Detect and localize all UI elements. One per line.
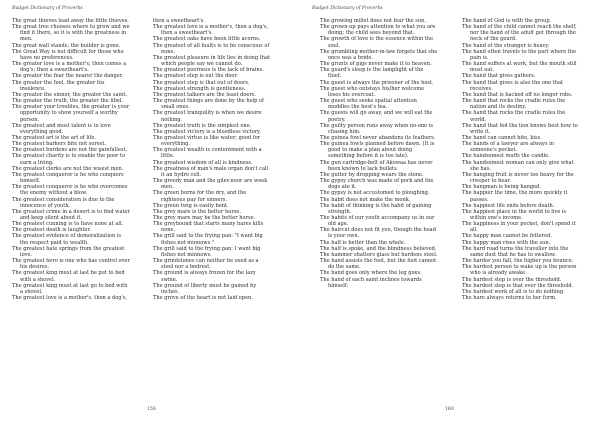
proverb-entry: The hand that gives is also the one that receives.: [462, 79, 564, 92]
proverb-entry: The guest is always the prisoner of the host.: [320, 79, 434, 86]
proverb-entry: The great thieves lead away the little thieves.: [12, 18, 129, 24]
proverb-entry: The greatest things are done by the help of small ones.: [153, 98, 264, 111]
proverb-entry: The greater the truth, the greater the libel.: [12, 98, 123, 105]
proverb-entry: The hand can cannot bite, kiss.: [462, 134, 542, 141]
proverb-entry: The greater the fear the nearer the danger.: [12, 73, 124, 80]
page-number: 158: [147, 407, 156, 412]
proverb-entry: The greatest charity is to enable the poor to earn a living.: [12, 153, 126, 166]
proverb-entry: The guilty person runs away when no-one is chasing him.: [320, 122, 433, 135]
proverb-entry: The greatest king must at last be put to bed with a shovel.: [12, 270, 125, 283]
proverb-entry: The greatest cunning is to have none at all.: [12, 221, 124, 228]
proverb-entry: The greatest love is a mother's, then a dog's, then a sweetheart's.: [153, 24, 269, 37]
proverb-entry: The greatest of all faults is to be conscious of none.: [153, 42, 270, 55]
proverb-entry: The greatness of man's male organ don't call it an hydro cell.: [153, 165, 269, 178]
proverb-entry: The guests will go away, and we will eat the poetry.: [320, 110, 433, 123]
proverb-entry: The hand that gives gathers.: [462, 73, 536, 80]
proverb-entry: The greatest king must at last go to bed with a shovel.: [12, 282, 128, 295]
proverb-entry: The green burns for the dry, and the righteous pay for sinners.: [153, 190, 247, 203]
proverb-entry: The hardest step is that over the threshold.: [462, 282, 574, 289]
proverb-entry: The guinea fowl never abandons its feathers.: [320, 134, 436, 141]
proverb-entry: The happy man cannot be fettered.: [462, 233, 552, 240]
proverb-entry: The hand of the child cannot reach the shelf, nor the hand of the adult get through the neck of the gourd.: [462, 24, 577, 43]
proverb-entry: The grown-up pays attention to what you are doing; the child sees beyond that.: [320, 24, 436, 37]
proverb-entry: The hand that fed the lion knows best how to write it.: [462, 122, 578, 135]
proverb-entry: The hare always returns to her form.: [462, 295, 557, 302]
right-page: [300, 0, 600, 424]
proverb-entry: The greatest virtue is like water; good for everything.: [153, 134, 261, 148]
proverb-entry: The guest who outstays his/her welcome loses his overcoat.: [320, 85, 425, 98]
proverb-entry: The greatest conqueror is he who overcomes the enemy without a blow.: [12, 184, 128, 197]
proverb-entry: The gypsy church was made of pork and the dogs ate it.: [320, 178, 434, 191]
proverb-entry: The greatest barkers bite not sorest.: [12, 141, 107, 148]
proverb-entry: The hardest person to wake up is the person who is already awake.: [462, 264, 577, 277]
proverb-entry: The grill said to the frying pan: "I want big fishes not minnows.": [153, 233, 263, 246]
proverb-entry: The greatest conqueror is he who conquers himself.: [12, 171, 124, 185]
proverb-entry: The habit of thinking is the habit of gaining strength.: [320, 202, 432, 215]
proverb-entry: The grindstones can neither be used as a stool nor a bedrest.: [153, 258, 259, 271]
proverb-entry: The greatest step is out the door.: [153, 73, 238, 80]
proverb-entry: The hand suffers at work, but the mouth still must eat.: [462, 61, 577, 74]
proverb-entry: The hand assists the foot, but the foot cannot do the same.: [320, 258, 437, 271]
proverb-entry: The happiest place in the world to live is within one's income.: [462, 208, 567, 221]
proverb-entry: The greatest wisdom of all is kindness.: [153, 159, 253, 166]
proverb-entry: The grunts of pigs never make it to heaven.: [320, 61, 432, 68]
proverb-entry: The greatest victory is a bloodless victory.: [153, 128, 261, 135]
proverb-entry: The happiest life ends before death.: [462, 202, 555, 209]
running-head: Budget Dictionary of Proverbs: [12, 6, 83, 11]
proverb-entry: The guinea fowls planned before dawn. (It is good to make a plan about doing something before it is too late).: [320, 141, 435, 160]
proverb-entry: The gypsy is not accustomed to ploughing.: [320, 190, 430, 197]
proverb-entry: The great tree chooses where to grow and we find it there, so it is with the greatness in men.: [12, 24, 130, 43]
proverb-entry: The greatest death is laughter.: [12, 227, 91, 234]
proverb-entry: The greater the fool, the greater his insolence.: [12, 79, 105, 92]
proverb-entry: The greatest tranquility is when we desire nothing.: [153, 110, 262, 123]
proverb-entry: The grey mare is the better horse.: [153, 208, 241, 215]
proverb-entry: The ground is always frozen for the lazy swine.: [153, 270, 256, 283]
proverb-entry: The happier the time, the more quickly it passes.: [462, 190, 568, 203]
proverb-entry: The grove of the heart is not laid open.: [153, 295, 253, 302]
proverb-entry: The greatest consideration is due to the innocence of youth.: [12, 196, 115, 209]
proverb-entry: The gutter by dropping wears the stone.: [320, 171, 424, 178]
proverb-entry: The grumbling mother-in-law forgets that she once was a bride.: [320, 48, 438, 61]
proverb-entry: The greatest truth is the simplest one.: [153, 122, 252, 129]
proverb-entry: The hand often travels to the part where the pain is.: [462, 48, 577, 61]
proverb-entry: The growth of love is the essence within the soul.: [320, 36, 434, 49]
proverb-entry: The green twig is easily bent.: [153, 202, 229, 209]
proverb-entry: The grey mare may be the better horse.: [153, 215, 256, 221]
right-column-1: [320, 18, 438, 289]
proverb-entry: The greatest pleasure in life lies in doing that which people say we cannot do.: [153, 54, 271, 68]
proverb-entry: The greatest step is that out of doors.: [153, 79, 250, 86]
proverb-entry: The haircut does not fit you, though the head is your own.: [320, 227, 436, 240]
proverb-entry: The hammer shatters glass but hardens steel.: [320, 251, 438, 258]
proverb-entry: The hard road turns the traveller into the same dust that he has to swallow.: [462, 245, 569, 258]
proverb-entry: The guard's sleep is the lamplight of the thief.: [320, 67, 424, 80]
proverb-entry: The Great Way is not difficult for those who have no preferences.: [12, 48, 124, 61]
proverb-entry: The greatest evidence of demoralization is the respect paid to wealth.: [12, 233, 122, 246]
proverb-entry: The greatest love is a mother's, then a dog's,: [12, 295, 128, 302]
proverb-entry: The greatest hate springs from the greatest love.: [12, 245, 125, 258]
proverb-entry: The happy man rises with the sun.: [462, 239, 551, 246]
proverb-entry: The greatest wealth is contentment with a little.: [153, 147, 262, 160]
proverb-entry: The half is spoke, and the blindness believed.: [320, 245, 437, 252]
proverb-entry: The hand goes only where the leg goes.: [320, 270, 422, 277]
running-head: Budget Dictionary of Proverbs: [312, 6, 383, 11]
proverb-entry: The hanging fruit is never too heavy for the creeper to bear.: [462, 171, 574, 185]
proverb-entry: The half is better than the whole.: [320, 239, 406, 246]
proverb-entry: The happiness in your pocket, don't spend it all.: [462, 221, 576, 234]
proverb-entry: The hand of God is with the group.: [462, 18, 552, 24]
proverb-entry: The greatest poorness is the lack of brains.: [153, 67, 264, 74]
proverb-entry: The greater your troubles, the greater is your opportunity to show yourself a worthy person.: [12, 104, 130, 123]
proverb-entry: The handsomest woman can only give what she has.: [462, 159, 574, 172]
proverb-entry: The greatest and most talent is to love everything good.: [12, 122, 111, 135]
proverb-entry: The guest who seeks spatial attention muddles the host's tea.: [320, 98, 417, 111]
proverb-entry: The greatest burdens are not the gainfullest.: [12, 147, 128, 154]
proverb-entry: The greatest oaks have been little acorns.: [153, 36, 261, 43]
proverb-entry: The greatest talkers are the least doers.: [153, 91, 256, 98]
proverb-entry: The greater love is a mother's; then comes a dog's; then a sweetheart's.: [12, 61, 127, 74]
right-column-2: [462, 18, 580, 301]
left-column-1: [12, 18, 130, 301]
proverb-entry: The hand that is backed off no longer robs.: [462, 91, 573, 98]
proverb-entry: The grill said to the frying pan: I want big fishes not minnows.: [153, 245, 261, 258]
proverb-entry: The greatest crime in a desert is to find water and keep silent about it.: [12, 208, 130, 221]
page-number: 160: [445, 407, 454, 412]
proverb-entry: The hand that rocks the cradle rules the world.: [462, 110, 566, 123]
proverb-entry: The hangman is being hanged.: [462, 184, 541, 191]
proverb-entry: The hardest work of all is to do nothing.: [462, 288, 565, 295]
proverb-entry: The great wall stands; the builder is gone.: [12, 42, 121, 49]
proverb-entry: The greatest clerks are not the wisest men.: [12, 165, 124, 172]
proverb-entry: The hand of each saint inclines towards himself.: [320, 276, 422, 289]
proverb-entry: The hand of the stranger is heavy.: [462, 42, 550, 49]
proverb-entry: The habits of our youth accompany us in our old age.: [320, 215, 435, 228]
proverb-entry: The hand that rocks the cradle rules the nation and its destiny.: [462, 98, 566, 111]
proverb-entry: The habit does not make the monk.: [320, 196, 411, 203]
proverb-entry: The harder you fall, the higher you bounce.: [462, 258, 574, 265]
proverb-entry: The greatest art is the art of life.: [12, 134, 97, 141]
proverb-entry: then a sweetheart's.: [153, 18, 205, 24]
proverb-entry: The greedy man and the gilev.nour are week men.: [153, 178, 268, 191]
proverb-entry: The ground of liberty must be gained by inches.: [153, 282, 257, 295]
proverb-entry: The greatest hero is one who has control over his desires.: [12, 258, 130, 271]
proverb-entry: The handsomest muffs the candle.: [462, 153, 550, 160]
proverb-entry: The greyhound that starts many hares kills none.: [153, 221, 264, 234]
proverb-entry: The greatest strength is gentleness.: [153, 85, 246, 92]
proverb-entry: The hands of a lawyer are always in someone's pocket.: [462, 141, 554, 154]
proverb-entry: The greater the sinner, the greater the saint.: [12, 91, 128, 98]
proverb-entry: The hardest step is over the threshold.: [462, 276, 562, 283]
left-column-2: [153, 18, 271, 301]
proverb-entry: The growing millet does not fear the sun.: [320, 18, 426, 24]
proverb-entry: The gun cartridge-belt of Akowaa has never been known to lack bullets.: [320, 159, 433, 172]
